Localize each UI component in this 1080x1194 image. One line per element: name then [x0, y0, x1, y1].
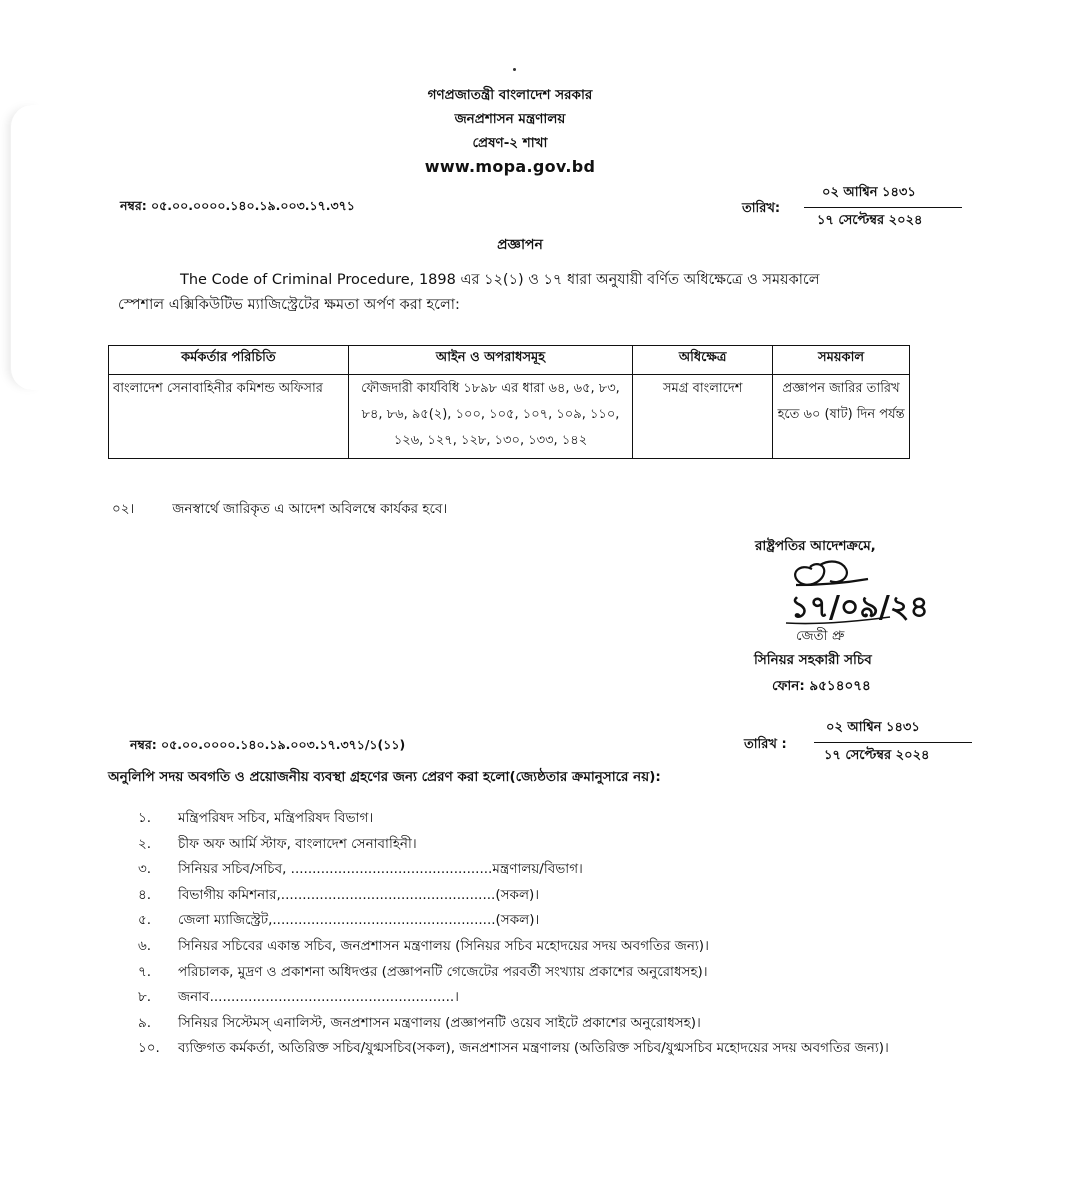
date-label: তারিখ:: [742, 201, 781, 216]
item-number: ৫.: [138, 912, 152, 929]
paragraph-number: ০২।: [112, 501, 135, 517]
item-number: ১০.: [138, 1040, 160, 1057]
item-text: সিনিয়র সচিবের একান্ত সচিব, জনপ্রশাসন মন্ত্রণালয় (সিনিয়র সচিব মহোদয়ের সদয় অবগতির জন্য)।: [178, 937, 709, 954]
item-text: সিনিয়র সচিব/সচিব, ...............................................মন্ত্রণালয়/বিভাগ।: [178, 861, 583, 878]
cell-jurisdiction: সমগ্র বাংলাদেশ: [633, 375, 773, 459]
signatory-phone: ফোন: ৯৫১৪০৭৪: [772, 678, 871, 694]
date-label: তারিখ :: [744, 737, 787, 752]
order-line: রাষ্ট্রপতির আদেশক্রমে,: [755, 538, 876, 554]
table-row: [109, 375, 910, 459]
item-number: ৬.: [138, 937, 152, 954]
list-item: [138, 960, 918, 986]
item-text: ব্যক্তিগত কর্মকর্তা, অতিরিক্ত সচিব/যুগ্মসচিব(সকল), জনপ্রশাসন মন্ত্রণালয় (অতিরিক্ত সচিব/যুগ্মসচিব মহোদয়ের সদয় অবগতির জন্য)।: [178, 1040, 889, 1057]
col-header-law: আইন ও অপরাধসমূহ: [348, 346, 633, 375]
col-header-period: সময়কাল: [773, 346, 910, 375]
date-gregorian: ১৭ সেপ্টেম্বর ২০২৪: [824, 748, 930, 763]
notification-title: প্রজ্ঞাপন: [497, 237, 543, 253]
memo-ref-number: নম্বর: ০৫.০০.০০০০.১৪০.১৯.০০৩.১৭.৩৭১: [120, 198, 355, 213]
powers-table: [108, 345, 910, 459]
date-gregorian: ১৭ সেপ্টেম্বর ২০২৪: [817, 213, 923, 228]
punch-dot: [513, 68, 516, 71]
intro-line-1: The Code of Criminal Procedure, 1898 এর ১২(১) ও ১৭ ধারা অনুযায়ী বর্ণিত অধিক্ষেত্রে ও সময়কালে: [180, 272, 820, 288]
memo2-date: [744, 718, 984, 768]
intro-line-2: স্পেশাল এক্সিকিউটিভ ম্যাজিস্ট্রেটের ক্ষমতা অর্পণ করা হলো:: [118, 297, 460, 313]
handwritten-signature-icon: [750, 555, 940, 635]
item-text: সিনিয়র সিস্টেমস্ এনালিস্ট, জনপ্রশাসন মন্ত্রণালয় (প্রজ্ঞাপনটি ওয়েব সাইটে প্রকাশের অনুরোধসহ)।: [178, 1014, 701, 1031]
signatory-designation: সিনিয়র সহকারী সচিব: [754, 652, 872, 668]
cell-period: প্রজ্ঞাপন জারির তারিখ হতে ৬০ (ষাট) দিন পর্যন্ত: [773, 375, 910, 459]
memo-date: [742, 183, 972, 233]
cell-officer: বাংলাদেশ সেনাবাহিনীর কমিশন্ড অফিসার: [109, 375, 349, 459]
list-item: [138, 1036, 918, 1062]
item-number: ৩.: [138, 861, 152, 878]
item-text: মন্ত্রিপরিষদ সচিব, মন্ত্রিপরিষদ বিভাগ।: [178, 810, 374, 826]
date-rule: [804, 207, 962, 208]
signatory-name: জেতী প্রু: [796, 628, 845, 644]
item-text: জেলা ম্যাজিস্ট্রেট,....................................................(সকল)।: [178, 912, 540, 929]
govt-name: গণপ্রজাতন্ত্রী বাংলাদেশ সরকার: [427, 87, 593, 103]
list-item: [138, 1011, 918, 1037]
list-item: [138, 934, 918, 960]
paragraph-text: জনস্বার্থে জারিকৃত এ আদেশ অবিলম্বে কার্যকর হবে।: [172, 501, 448, 517]
item-number: ৮.: [138, 989, 152, 1006]
item-text: পরিচালক, মুদ্রণ ও প্রকাশনা অধিদপ্তর (প্রজ্ঞাপনটি গেজেটের পরবর্তী সংখ্যায় প্রকাশের অনুরোধসহ)।: [178, 963, 708, 980]
col-header-officer: কর্মকর্তার পরিচিতি: [109, 346, 349, 375]
item-text: চীফ অফ আর্মি স্টাফ, বাংলাদেশ সেনাবাহিনী।: [178, 835, 417, 852]
list-item: [138, 857, 918, 883]
memo2-ref-number: নম্বর: ০৫.০০.০০০০.১৪০.১৯.০০৩.১৭.৩৭১/১(১১): [130, 737, 406, 752]
item-number: ২.: [138, 835, 152, 852]
paragraph-2: [112, 498, 447, 521]
item-number: ৯.: [138, 1014, 152, 1031]
copy-distribution-title: অনুলিপি সদয় অবগতি ও প্রয়োজনীয় ব্যবস্থা গ্রহণের জন্য প্রেরণ করা হলো(জ্যেষ্ঠতার ক্রমানুসারে নয়):: [108, 769, 661, 785]
item-number: ৭.: [138, 963, 152, 980]
item-text: বিভাগীয় কমিশনার,..................................................(সকল)।: [178, 886, 540, 903]
list-item: [138, 806, 918, 832]
copy-list: [138, 806, 918, 1062]
ministry-name: জনপ্রশাসন মন্ত্রণালয়: [454, 111, 566, 127]
intro-paragraph: [118, 268, 938, 318]
item-number: ৪.: [138, 886, 152, 903]
cell-law: ফৌজদারী কার্যবিধি ১৮৯৮ এর ধারা ৬৪, ৬৫, ৮৩, ৮৪, ৮৬, ৯৫(২), ১০০, ১০৫, ১০৭, ১০৯, ১১০, ১২৬, ১২৭, ১২৮, ১৩০, ১৩৩, ১৪২: [348, 375, 633, 459]
date-bangla: ০২ আশ্বিন ১৪৩১: [826, 720, 920, 735]
date-bangla: ০২ আশ্বিন ১৪৩১: [822, 185, 916, 200]
list-item: [138, 832, 918, 858]
website: www.mopa.gov.bd: [424, 157, 596, 176]
handwritten-date: ১৭/০৯/২৪: [790, 590, 929, 625]
list-item: [138, 985, 918, 1011]
letterhead: [260, 83, 760, 179]
list-item: [138, 883, 918, 909]
table-header-row: [109, 346, 910, 375]
page-edge-shadow: [10, 105, 45, 390]
col-header-jurisdiction: অধিক্ষেত্র: [633, 346, 773, 375]
date-rule: [814, 742, 972, 743]
item-text: জনাব.........................................................।: [178, 989, 459, 1006]
branch-name: প্রেষণ-২ শাখা: [472, 135, 548, 151]
item-number: ১.: [138, 810, 152, 826]
list-item: [138, 908, 918, 934]
